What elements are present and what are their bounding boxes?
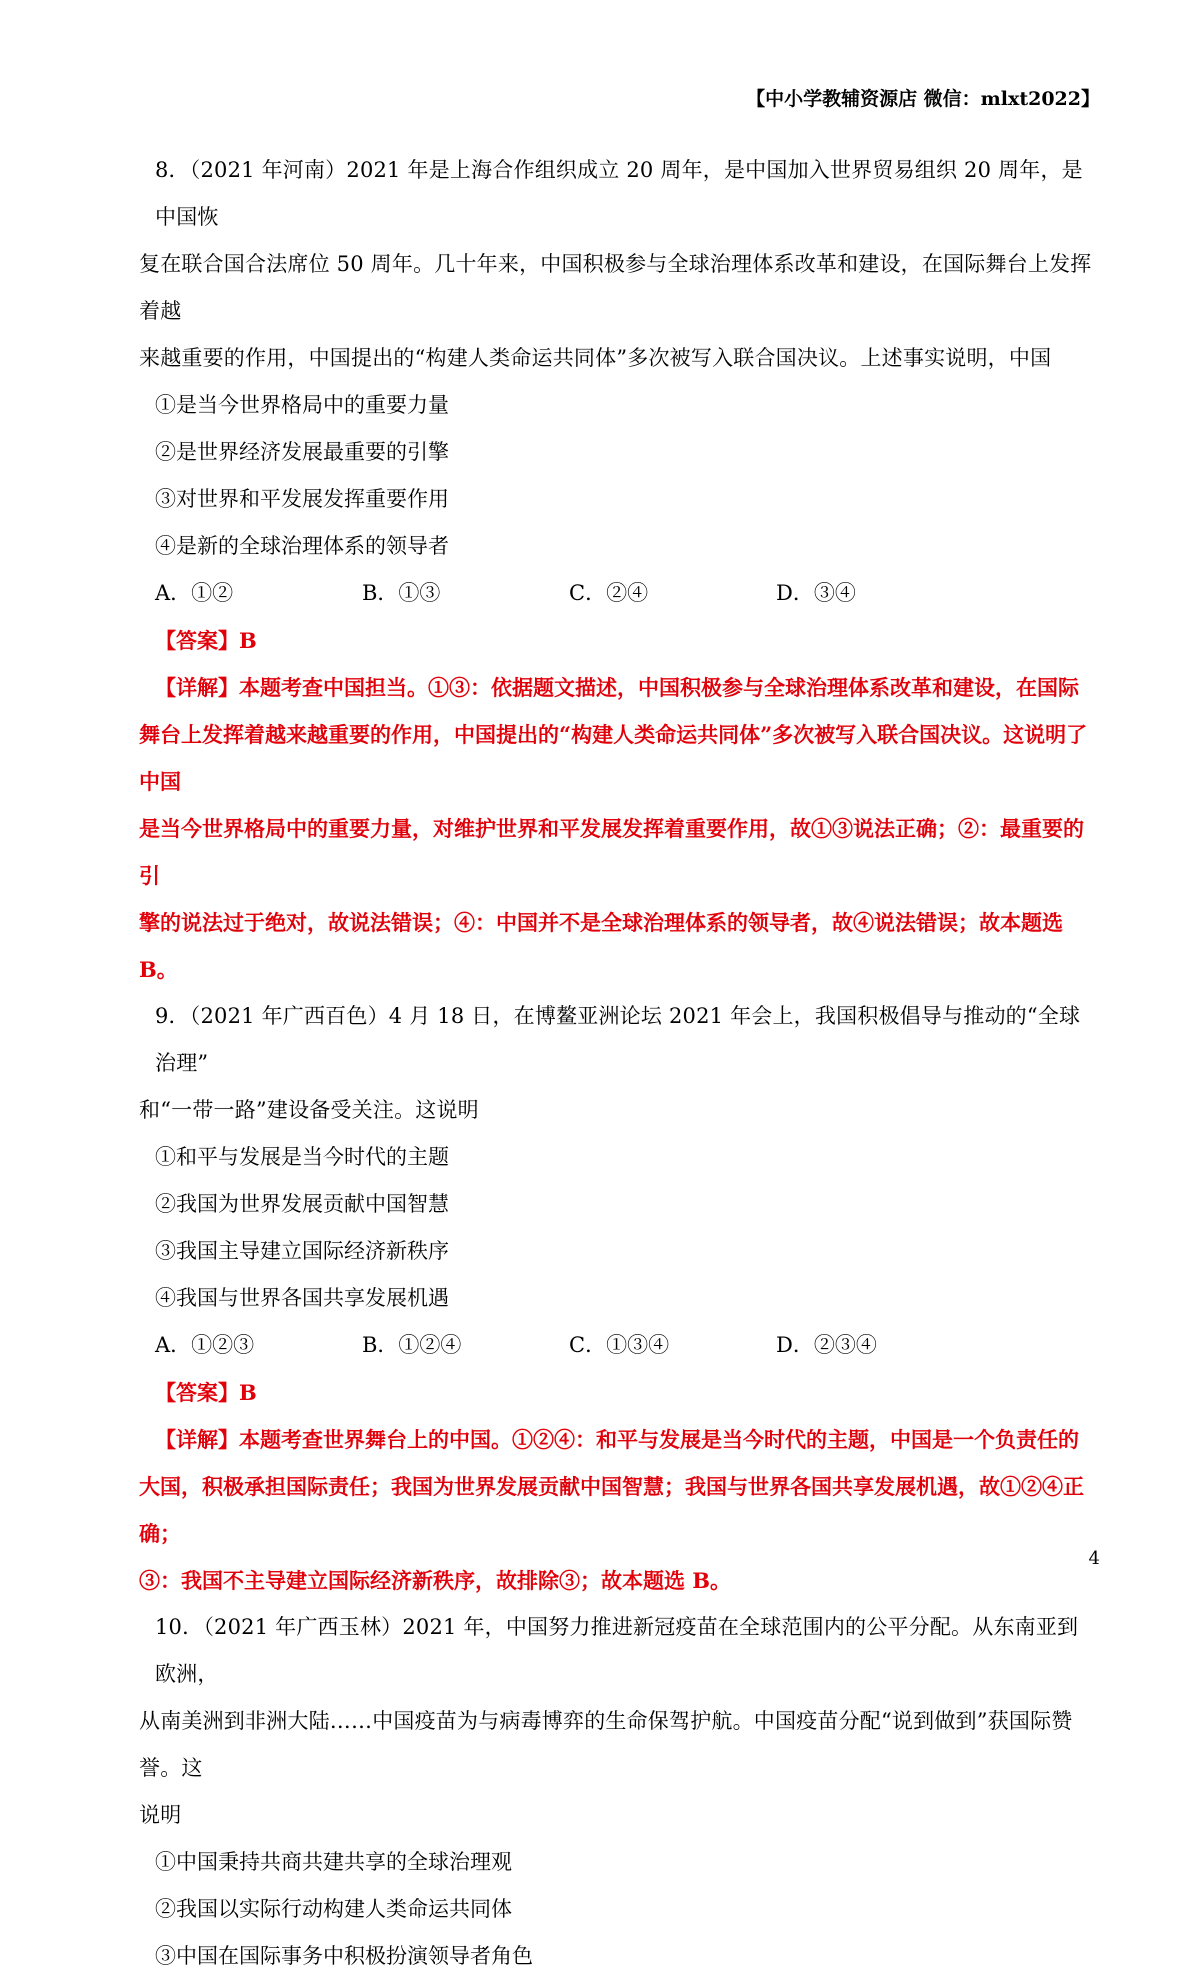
question-stem-line: 和“一带一路”建设备受关注。这说明: [139, 1098, 479, 1122]
choice-d: D．③④: [776, 581, 856, 605]
answer-choices: [155, 1322, 1095, 1369]
choice-d: D．②③④: [776, 1333, 877, 1357]
page-header: 【中小学教辅资源店 微信：mlxt2022】: [746, 88, 1100, 110]
option-item: ①中国秉持共商共建共享的全球治理观: [155, 1850, 512, 1874]
option-item: ③中国在国际事务中积极扮演领导者角色: [155, 1944, 533, 1968]
option-item: ②我国以实际行动构建人类命运共同体: [155, 1897, 512, 1921]
page-number: 4: [1088, 1548, 1100, 1569]
option-item: ③我国主导建立国际经济新秩序: [155, 1239, 449, 1263]
question-10: [139, 1604, 1095, 1980]
answer-label: 【答案】B: [155, 628, 257, 653]
choice-c: C．②④: [569, 581, 649, 605]
option-item: ④我国与世界各国共享发展机遇: [155, 1286, 449, 1310]
option-item: ④是新的全球治理体系的领导者: [155, 534, 449, 558]
question-stem-line: 9．（2021 年广西百色）4 月 18 日，在博鳌亚洲论坛 2021 年会上，我国积极倡导与推动的“全球治理”: [155, 1004, 1081, 1075]
option-item: ③对世界和平发展发挥重要作用: [155, 487, 449, 511]
question-8: [139, 147, 1095, 993]
choice-a: A．①②: [155, 581, 234, 605]
answer-label: 【答案】B: [155, 1380, 257, 1405]
question-stem-line: 说明: [139, 1803, 182, 1827]
option-item: ②是世界经济发展最重要的引擎: [155, 440, 449, 464]
option-item: ①是当今世界格局中的重要力量: [155, 393, 449, 417]
question-stem-line: 复在联合国合法席位 50 周年。几十年来，中国积极参与全球治理体系改革和建设，在国际舞台上发挥着越: [139, 252, 1092, 323]
choice-a: A．①②③: [155, 1333, 255, 1357]
explanation-line: 擎的说法过于绝对，故说法错误；④：中国并不是全球治理体系的领导者，故④说法错误；故本题选 B。: [139, 910, 1063, 982]
explanation-line: 【详解】本题考查中国担当。①③：依据题文描述，中国积极参与全球治理体系改革和建设，在国际: [155, 675, 1079, 700]
option-item: ①和平与发展是当今时代的主题: [155, 1145, 449, 1169]
question-stem-line: 8．（2021 年河南）2021 年是上海合作组织成立 20 周年，是中国加入世界贸易组织 20 周年，是中国恢: [155, 158, 1083, 229]
document-body: [139, 147, 1095, 1980]
explanation-line: 舞台上发挥着越来越重要的作用，中国提出的“构建人类命运共同体”多次被写入联合国决议。这说明了中国: [139, 722, 1088, 794]
explanation-line: 是当今世界格局中的重要力量，对维护世界和平发展发挥着重要作用，故①③说法正确；②：最重要的引: [139, 816, 1084, 888]
explanation-line: 大国，积极承担国际责任；我国为世界发展贡献中国智慧；我国与世界各国共享发展机遇，故①②④正确；: [139, 1474, 1084, 1546]
choice-b: B．①③: [362, 581, 441, 605]
question-9: [139, 993, 1095, 1604]
option-item: ②我国为世界发展贡献中国智慧: [155, 1192, 449, 1216]
choice-c: C．①③④: [569, 1333, 670, 1357]
question-stem-line: 10．（2021 年广西玉林）2021 年，中国努力推进新冠疫苗在全球范围内的公平分配。从东南亚到欧洲，: [155, 1615, 1079, 1686]
question-stem-line: 来越重要的作用，中国提出的“构建人类命运共同体”多次被写入联合国决议。上述事实说明，中国: [139, 346, 1052, 370]
answer-choices: [155, 570, 1095, 617]
question-stem-line: 从南美洲到非洲大陆……中国疫苗为与病毒博弈的生命保驾护航。中国疫苗分配“说到做到”获国际赞誉。这: [139, 1709, 1073, 1780]
choice-b: B．①②④: [362, 1333, 462, 1357]
explanation-line: 【详解】本题考查世界舞台上的中国。①②④：和平与发展是当今时代的主题，中国是一个负责任的: [155, 1427, 1079, 1452]
explanation-line: ③：我国不主导建立国际经济新秩序，故排除③；故本题选 B。: [139, 1568, 732, 1593]
